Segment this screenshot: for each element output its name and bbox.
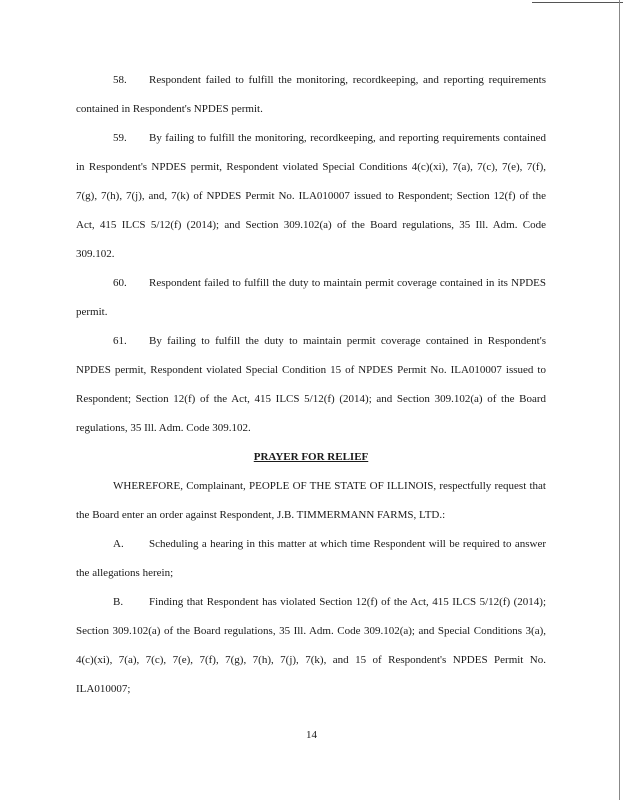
paragraph-number: 58. (113, 74, 127, 86)
paragraph-text: By failing to fulfill the monitoring, recordkeeping, and reporting requirements contained in Respondent's NPDES permit, Respondent violated Special Conditions 4(c)(xi), 7(a), 7(c), 7(e), 7(f), 7(g), 7(h), 7(j), and, 7(k) of NPDES Permit No. ILA010007 issued to Respondent; Section 12(f) of the Act, 415 ILCS 5/12(f) (2014); and Section 309.102(a) of the Board regulations, 35 Ill. Adm. Code 309.102. (76, 132, 546, 260)
paragraph-number: 60. (113, 277, 127, 289)
top-edge-rule (532, 2, 623, 3)
relief-item-text: Scheduling a hearing in this matter at which time Respondent will be required to answer the allegations herein; (76, 538, 546, 579)
paragraph-number: 59. (113, 132, 127, 144)
document-body (76, 66, 546, 704)
paragraph-number: 61. (113, 335, 127, 347)
paragraph-text: By failing to fulfill the duty to maintain permit coverage contained in Respondent's NPDES permit, Respondent violated Special Condition 15 of NPDES Permit No. ILA010007 issued to Respondent; Section 12(f) of the Act, 415 ILCS 5/12(f) (2014); and Section 309.102(a) of the Board regulations, 35 Ill. Adm. Code 309.102. (76, 335, 546, 434)
right-edge-rule (619, 0, 620, 800)
paragraph-58 (76, 66, 546, 124)
relief-item-b (76, 588, 546, 704)
paragraph-60 (76, 269, 546, 327)
page-number: 14 (306, 729, 317, 741)
relief-item-text: Finding that Respondent has violated Section 12(f) of the Act, 415 ILCS 5/12(f) (2014); Section 309.102(a) of the Board regulations, 35 Ill. Adm. Code 309.102(a); and Special Conditions 3(a), 4(c)(xi), 7(a), 7(c), 7(e), 7(f), 7(g), 7(h), 7(j), 7(k), and 15 of Respondent's NPDES Permit No. ILA010007; (76, 596, 546, 695)
paragraph-61 (76, 327, 546, 443)
relief-item-letter: B. (113, 596, 124, 608)
paragraph-text: Respondent failed to fulfill the monitoring, recordkeeping, and reporting requirements contained in Respondent's NPDES permit. (76, 74, 546, 115)
paragraph-text: Respondent failed to fulfill the duty to maintain permit coverage contained in its NPDES permit. (76, 277, 546, 318)
wherefore-paragraph: WHEREFORE, Complainant, PEOPLE OF THE STATE OF ILLINOIS, respectfully request that the Board enter an order against Respondent, J.B. TIMMERMANN FARMS, LTD.: (76, 480, 546, 521)
paragraph-59 (76, 124, 546, 269)
relief-item-a (76, 530, 546, 588)
section-heading: PRAYER FOR RELIEF (253, 451, 369, 463)
relief-item-letter: A. (113, 538, 124, 550)
